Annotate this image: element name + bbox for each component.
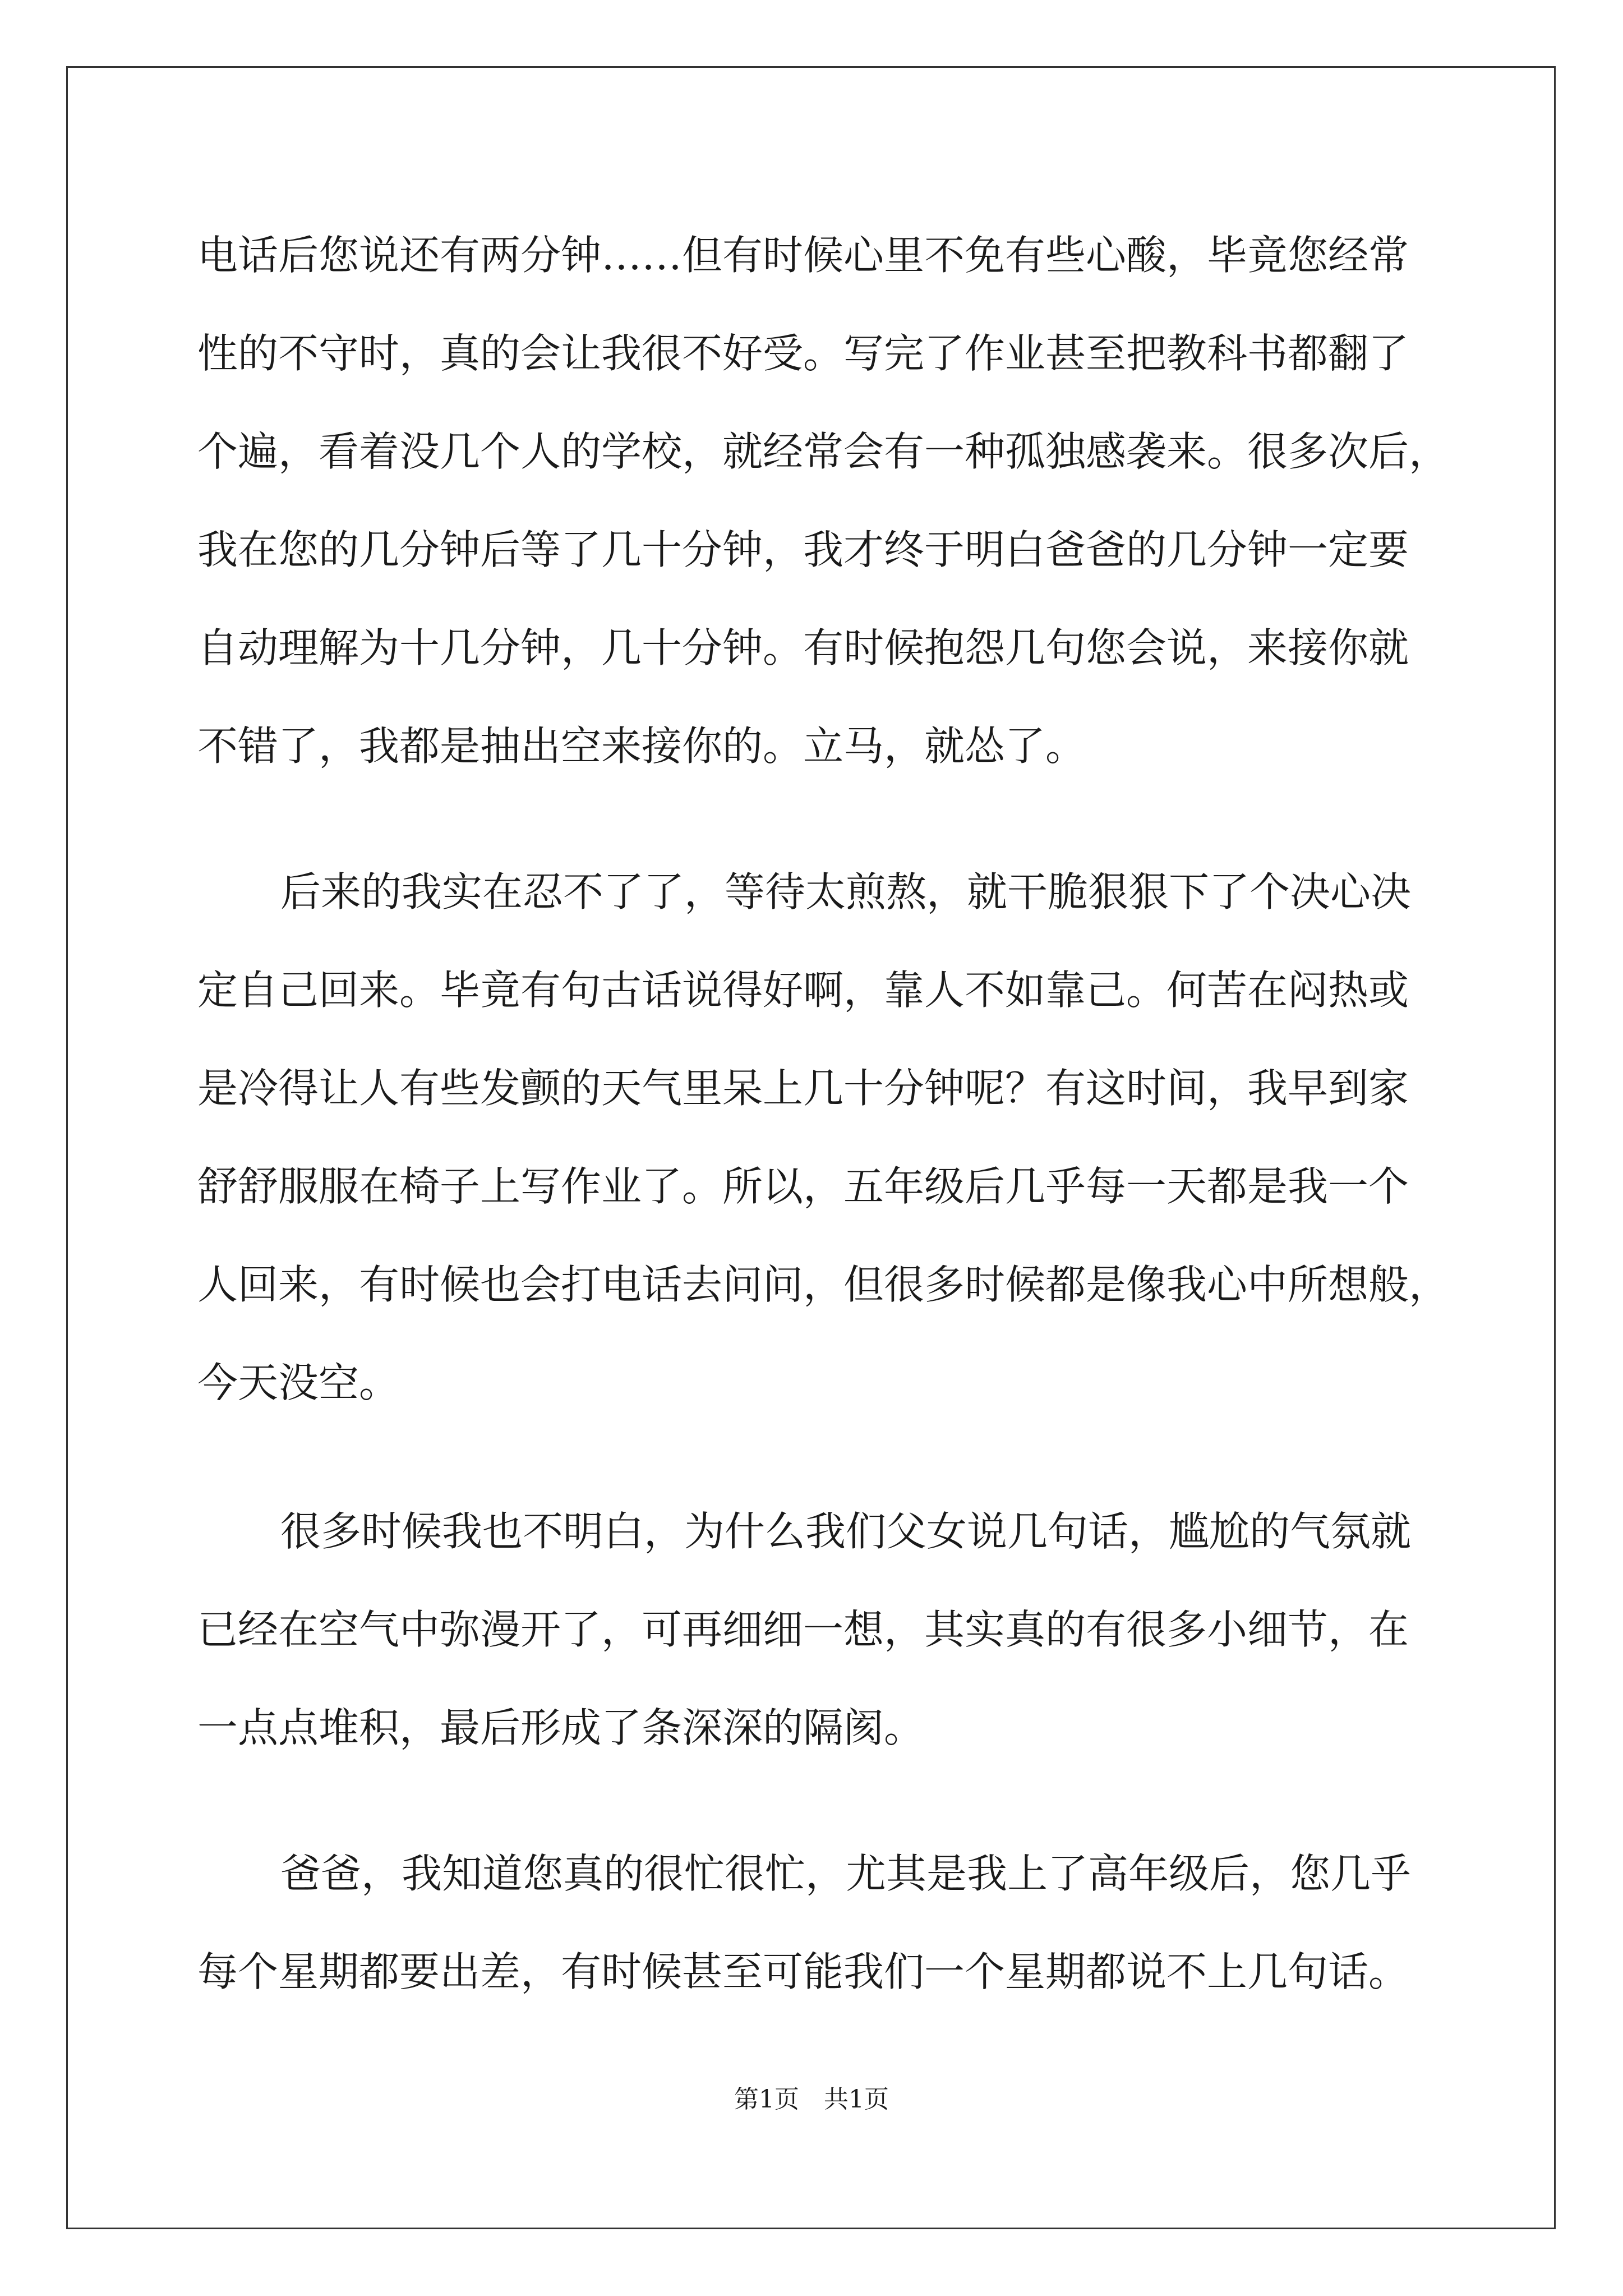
body-line-16: 爸爸，我知道您真的很忙很忙，尤其是我上了高年级后，您几乎 <box>280 1850 1412 1897</box>
body-line-14: 已经在空气中弥漫开了，可再细细一想，其实真的有很多小细节，在 <box>197 1606 1409 1653</box>
body-line-13: 很多时候我也不明白，为什么我们父女说几句话，尴尬的气氛就 <box>280 1508 1412 1555</box>
body-line-5: 自动理解为十几分钟，几十分钟。有时候抱怨几句您会说，来接你就 <box>197 624 1409 671</box>
page-current-label: 第1页 <box>734 2085 799 2114</box>
body-line-11: 人回来，有时候也会打电话去问问，但很多时候都是像我心中所想般， <box>197 1261 1450 1308</box>
body-line-9: 是冷得让人有些发颤的天气里呆上几十分钟呢？有这时间，我早到家 <box>197 1065 1409 1112</box>
body-line-12: 今天没空。 <box>197 1359 400 1406</box>
body-line-15: 一点点堆积，最后形成了条深深的隔阂。 <box>197 1704 925 1751</box>
body-line-2: 性的不守时，真的会让我很不好受。写完了作业甚至把教科书都翻了 <box>197 330 1409 377</box>
body-line-3: 个遍，看着没几个人的学校，就经常会有一种孤独感袭来。很多次后， <box>197 428 1450 475</box>
body-line-4: 我在您的几分钟后等了几十分钟，我才终于明白爸爸的几分钟一定要 <box>197 526 1409 573</box>
body-line-8: 定自己回来。毕竟有句古话说得好啊，靠人不如靠己。何苦在闷热或 <box>197 967 1409 1014</box>
body-line-1: 电话后您说还有两分钟……但有时候心里不免有些心酸，毕竟您经常 <box>197 232 1409 279</box>
page-border <box>66 66 1556 2229</box>
body-line-10: 舒舒服服在椅子上写作业了。所以，五年级后几乎每一天都是我一个 <box>197 1163 1409 1210</box>
body-line-6: 不错了，我都是抽出空来接你的。立马，就怂了。 <box>197 723 1086 770</box>
page-footer <box>0 2084 1623 2115</box>
page-total-label: 共1页 <box>824 2085 889 2114</box>
body-line-17: 每个星期都要出差，有时候甚至可能我们一个星期都说不上几句话。 <box>197 1948 1409 1995</box>
body-line-7: 后来的我实在忍不了了，等待太煎熬，就干脆狠狠下了个决心决 <box>280 868 1412 915</box>
